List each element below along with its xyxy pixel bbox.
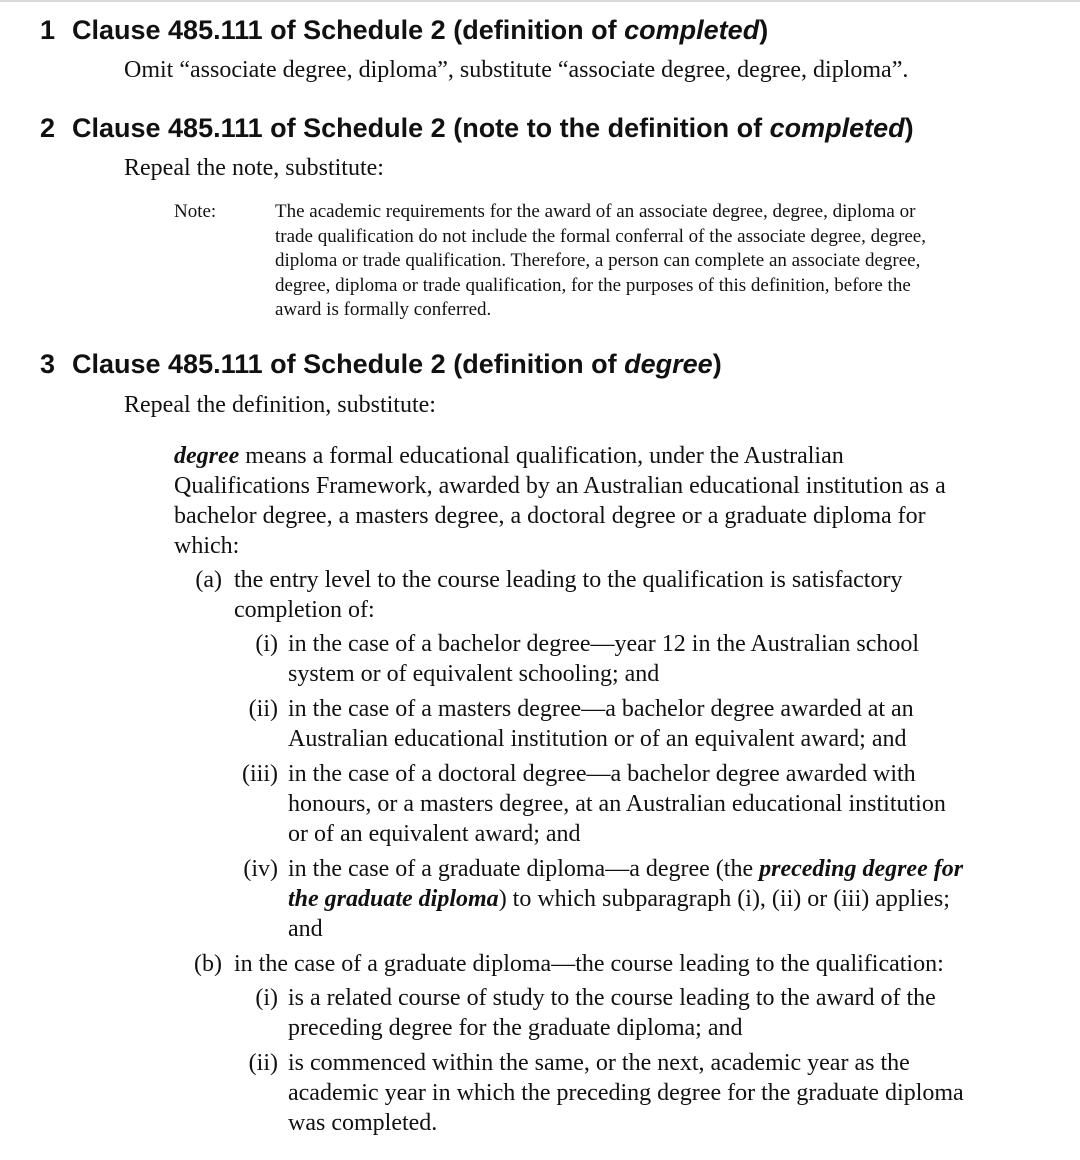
heading-defined-term: degree <box>624 349 713 379</box>
subparagraph-label: (i) <box>255 985 278 1011</box>
subparagraph-line: and <box>288 916 323 942</box>
paragraph-text <box>234 565 1054 625</box>
subparagraph-label: (iv) <box>243 856 278 882</box>
definition-intro-line: bachelor degree, a masters degree, a doctoral degree or a graduate diploma for <box>174 503 926 529</box>
subparagraph-line: was completed. <box>288 1110 438 1136</box>
top-border <box>0 0 1080 2</box>
heading-suffix: ) <box>712 349 722 379</box>
subparagraph-line: in the case of a doctoral degree—a bachelor degree awarded with <box>288 761 916 787</box>
subparagraph-line: academic year in which the preceding degree for the graduate diploma <box>288 1080 964 1106</box>
note-text <box>275 200 1035 323</box>
note-line: diploma or trade qualification. Therefore, a person can complete an associate degree, <box>275 250 921 271</box>
defined-term-preceding-degree-cont: the graduate diploma <box>288 886 499 912</box>
paragraph-line: completion of: <box>234 597 375 623</box>
paragraph-label: (a) <box>195 567 222 593</box>
item-number: 2 <box>40 113 56 143</box>
definition-intro-text: means a formal educational qualification, under the Australian <box>239 443 844 469</box>
heading-text: Clause 485.111 of Schedule 2 (definition of <box>72 15 625 45</box>
heading-defined-term: completed <box>624 15 760 45</box>
item-3-instruction: Repeal the definition, substitute: <box>124 392 436 418</box>
subparagraph-text <box>288 983 1054 1043</box>
item-number: 1 <box>40 15 56 45</box>
heading-text: Clause 485.111 of Schedule 2 (definition of <box>72 349 625 379</box>
heading-suffix: ) <box>904 113 914 143</box>
subparagraph-line: preceding degree for the graduate diploma; and <box>288 1015 743 1041</box>
item-number: 3 <box>40 349 56 379</box>
subparagraph-line: honours, or a masters degree, at an Australian educational institution <box>288 791 946 817</box>
subparagraph-label: (ii) <box>248 1050 278 1076</box>
paragraph-text <box>234 949 1054 979</box>
subparagraph-text-part: in the case of a graduate diploma—a degree (the <box>288 856 760 882</box>
subparagraph-label: (iii) <box>242 761 278 787</box>
subparagraph-text <box>288 694 1054 754</box>
subparagraph-line <box>288 854 1054 884</box>
defined-term-preceding-degree: preceding degree for <box>759 856 964 882</box>
subparagraph-line: or of an equivalent award; and <box>288 821 581 847</box>
subparagraph-a-iv <box>174 854 1054 944</box>
subparagraph-b-ii <box>174 1048 1054 1138</box>
subparagraph-line: is a related course of study to the course leading to the award of the <box>288 985 936 1011</box>
paragraph-line: the entry level to the course leading to the qualification is satisfactory <box>234 567 903 593</box>
definition-intro-line: Qualifications Framework, awarded by an Australian educational institution as a <box>174 473 946 499</box>
subparagraph-line: in the case of a masters degree—a bachelor degree awarded at an <box>288 696 914 722</box>
item-3-heading <box>40 348 722 380</box>
subparagraph-text <box>288 854 1054 944</box>
subparagraph-line: is commenced within the same, or the next, academic year as the <box>288 1050 910 1076</box>
definition-intro-line <box>174 441 1054 471</box>
subparagraph-a-i <box>174 629 1054 689</box>
note-line: The academic requirements for the award of an associate degree, degree, diploma or <box>275 201 916 222</box>
subparagraph-text-part: ) to which subparagraph (i), (ii) or (iii) applies; <box>498 886 950 912</box>
paragraph-b <box>174 949 1054 979</box>
item-2-instruction: Repeal the note, substitute: <box>124 155 384 181</box>
subparagraph-a-iii <box>174 759 1054 849</box>
subparagraph-text <box>288 1048 1054 1138</box>
subparagraph-line: in the case of a bachelor degree—year 12 in the Australian school <box>288 631 920 657</box>
defined-term: degree <box>174 443 240 469</box>
item-1-heading <box>40 14 768 46</box>
definition-block <box>174 441 1054 1138</box>
note-line: award is formally conferred. <box>275 299 492 320</box>
heading-defined-term: completed <box>769 113 905 143</box>
subparagraph-line: Australian educational institution or of an equivalent award; and <box>288 726 907 752</box>
subparagraph-line: system or of equivalent schooling; and <box>288 661 660 687</box>
subparagraph-label: (ii) <box>248 696 278 722</box>
subparagraph-b-i <box>174 983 1054 1043</box>
heading-suffix: ) <box>759 15 769 45</box>
item-2-heading <box>40 112 914 144</box>
subparagraph-line <box>288 884 1054 914</box>
paragraph-line: in the case of a graduate diploma—the course leading to the qualification: <box>234 951 944 977</box>
paragraph-label: (b) <box>194 951 222 977</box>
paragraph-a <box>174 565 1054 625</box>
subparagraph-label: (i) <box>255 631 278 657</box>
subparagraph-text <box>288 759 1054 849</box>
item-1-instruction: Omit “associate degree, diploma”, substitute “associate degree, degree, diploma”. <box>124 57 909 83</box>
note-label: Note: <box>174 201 217 222</box>
definition-intro-line: which: <box>174 533 240 559</box>
subparagraph-text <box>288 629 1054 689</box>
note-line: degree, diploma or trade qualification, for the purposes of this definition, before the <box>275 274 911 296</box>
subparagraph-a-ii <box>174 694 1054 754</box>
heading-text: Clause 485.111 of Schedule 2 (note to the definition of <box>72 113 770 143</box>
note-line: trade qualification do not include the formal conferral of the associate degree, degree, <box>275 225 926 247</box>
